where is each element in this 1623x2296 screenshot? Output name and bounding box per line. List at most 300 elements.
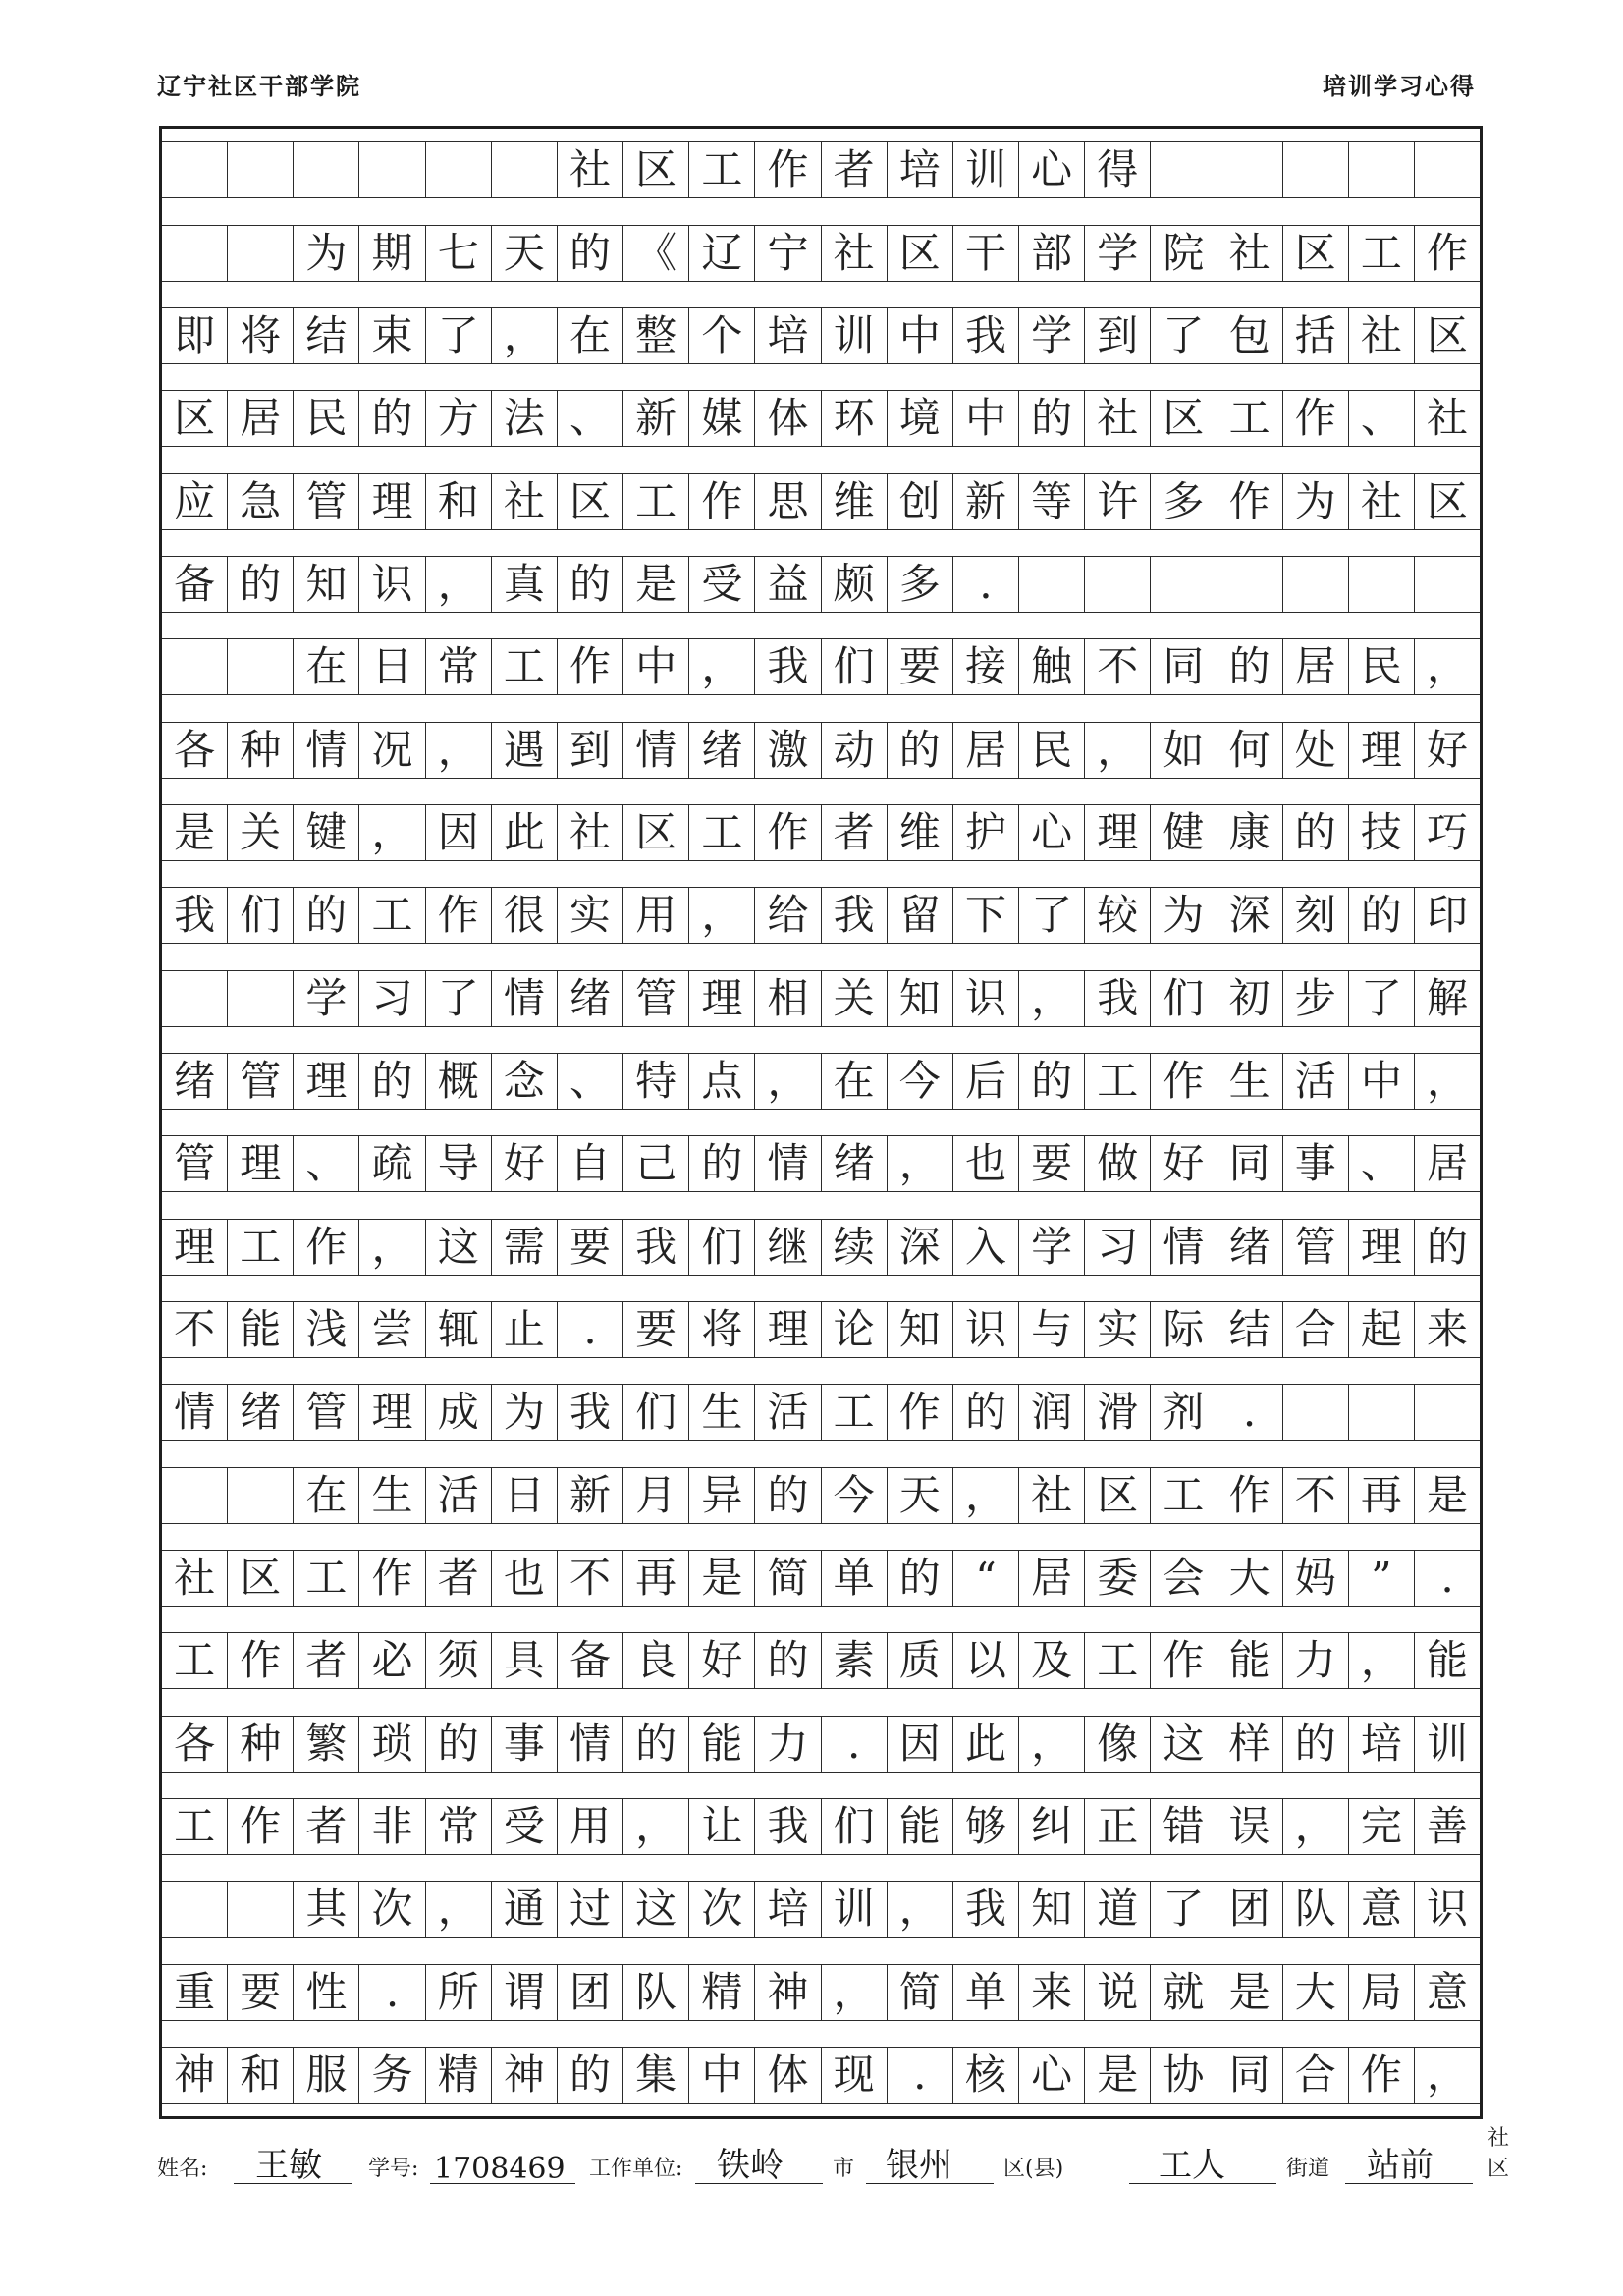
grid-cell: 次 [689,1881,755,1938]
grid-cell: 辄 [426,1301,492,1358]
grid-cell: 常 [426,1798,492,1855]
grid-cell: 们 [822,1798,888,1855]
grid-cell: 今 [888,1053,953,1110]
grid-cell [1151,556,1217,613]
grid-cell: 区 [888,225,953,282]
grid-cell: 到 [558,722,623,779]
grid-cell: 者 [822,804,888,861]
grid-cell: 好 [689,1632,755,1689]
grid-cell: 社 [1085,390,1151,447]
grid-cell: 识 [359,556,425,613]
grid-cell: 说 [1085,1964,1151,2021]
grid-cell: 备 [162,556,228,613]
grid-cell: 作 [888,1384,953,1441]
grid-cell: 颇 [822,556,888,613]
grid-cell: 们 [623,1384,689,1441]
institution-name: 辽宁社区干部学院 [157,72,361,100]
grid-cell: 能 [228,1301,294,1358]
grid-cell: 、 [558,1053,623,1110]
grid-cell: ， [1415,638,1480,695]
grid-cell [1283,1384,1349,1441]
grid-cell: 善 [1415,1798,1480,1855]
grid-cell: 论 [822,1301,888,1358]
id-label: 学号: [368,2157,419,2181]
grid-cell: 自 [558,1135,623,1192]
grid-cell: 导 [426,1135,492,1192]
grid-cell: 较 [1085,887,1151,944]
grid-cell: 的 [1019,390,1085,447]
grid-cell: 工 [1217,390,1283,447]
student-info-footer [157,2126,1510,2196]
grid-cell [162,1881,228,1938]
grid-cell [1217,141,1283,198]
grid-cell: ， [1349,1632,1415,1689]
grid-cell: 绪 [1217,1219,1283,1276]
grid-cell: ， [1415,2047,1480,2104]
grid-cell: 了 [1151,307,1217,364]
grid-cell: 初 [1217,970,1283,1027]
grid-cell: 作 [1151,1632,1217,1689]
grid-cell: 这 [1151,1716,1217,1773]
grid-cell: 工 [1349,225,1415,282]
grid-cell: 好 [1151,1135,1217,1192]
grid-row [162,1053,1480,1110]
grid-cell: 知 [888,1301,953,1358]
grid-cell: 的 [558,556,623,613]
grid-cell: 浅 [294,1301,359,1358]
grid-cell: 情 [623,722,689,779]
grid-cell: 其 [294,1881,359,1938]
grid-cell: 是 [1415,1467,1480,1524]
grid-cell: 管 [294,473,359,530]
grid-cell: 包 [1217,307,1283,364]
grid-cell: 单 [953,1964,1019,2021]
grid-row [162,722,1480,779]
grid-cell: 简 [755,1550,821,1607]
grid-cell: 培 [755,307,821,364]
grid-cell [1217,556,1283,613]
grid-cell: 技 [1349,804,1415,861]
grid-cell: 要 [623,1301,689,1358]
grid-cell: 事 [1283,1135,1349,1192]
grid-cell: 工 [689,141,755,198]
grid-cell: 刻 [1283,887,1349,944]
grid-cell: 大 [1217,1550,1283,1607]
grid-cell: 、 [294,1135,359,1192]
grid-row [162,1219,1480,1276]
grid-cell: 活 [426,1467,492,1524]
grid-cell: 等 [1019,473,1085,530]
grid-cell [162,141,228,198]
grid-cell: 作 [689,473,755,530]
grid-cell: 生 [689,1384,755,1441]
grid-cell: 新 [558,1467,623,1524]
grid-cell: 意 [1349,1881,1415,1938]
grid-cell: 素 [822,1632,888,1689]
grid-cell [294,141,359,198]
grid-cell: 再 [1349,1467,1415,1524]
grid-cell: 理 [1349,1219,1415,1276]
grid-cell: 即 [162,307,228,364]
grid-cell: ， [1283,1798,1349,1855]
grid-cell: 心 [1019,141,1085,198]
grid-cell: 应 [162,473,228,530]
grid-cell: 工 [1085,1053,1151,1110]
grid-cell: 是 [623,556,689,613]
grid-cell: 就 [1151,1964,1217,2021]
grid-cell: 接 [953,638,1019,695]
grid-cell: ， [953,1467,1019,1524]
grid-cell: 社 [1349,473,1415,530]
grid-cell: 体 [755,2047,821,2104]
grid-cell: 深 [1217,887,1283,944]
grid-cell: 念 [492,1053,558,1110]
grid-cell: 的 [1217,638,1283,695]
grid-cell: 受 [492,1798,558,1855]
grid-cell: ， [1019,1716,1085,1773]
grid-cell: 重 [162,1964,228,2021]
grid-cell [162,225,228,282]
grid-cell: 中 [888,307,953,364]
grid-cell: 在 [294,638,359,695]
grid-cell: 绪 [162,1053,228,1110]
district-label: 区(县) [1003,2157,1064,2181]
grid-row [162,887,1480,944]
grid-cell: ” [1349,1550,1415,1607]
grid-row [162,1632,1480,1689]
grid-row [162,1716,1480,1773]
grid-cell: 不 [162,1301,228,1358]
grid-cell: 部 [1019,225,1085,282]
grid-row [162,1384,1480,1441]
grid-cell [492,141,558,198]
grid-cell: 我 [755,638,821,695]
grid-cell: 工 [359,887,425,944]
grid-cell [162,638,228,695]
grid-cell: 精 [426,2047,492,2104]
grid-cell: 单 [822,1550,888,1607]
unit-label: 工作单位: [589,2157,683,2181]
grid-cell [1085,556,1151,613]
grid-cell: 工 [492,638,558,695]
grid-cell: 很 [492,887,558,944]
grid-cell [228,638,294,695]
grid-cell: 区 [558,473,623,530]
grid-cell: 样 [1217,1716,1283,1773]
grid-cell: 后 [953,1053,1019,1110]
grid-cell: 用 [558,1798,623,1855]
grid-cell: 作 [1217,1467,1283,1524]
grid-cell: 是 [689,1550,755,1607]
grid-cell: . [1415,1550,1480,1607]
grid-cell: 区 [1085,1467,1151,1524]
grid-row [162,1301,1480,1358]
grid-cell: 社 [492,473,558,530]
grid-cell: 道 [1085,1881,1151,1938]
grid-cell: 协 [1151,2047,1217,2104]
grid-cell: 的 [953,1384,1019,1441]
grid-cell: 作 [1349,2047,1415,2104]
grid-cell: 的 [228,556,294,613]
grid-cell: 的 [755,1632,821,1689]
grid-cell: 务 [359,2047,425,2104]
grid-cell: . [359,1964,425,2021]
grid-cell: 核 [953,2047,1019,2104]
grid-cell: 神 [755,1964,821,2021]
grid-cell: 遇 [492,722,558,779]
grid-cell: 整 [623,307,689,364]
grid-cell: 多 [1151,473,1217,530]
grid-cell: 滑 [1085,1384,1151,1441]
grid-cell: 事 [492,1716,558,1773]
grid-cell: 巧 [1415,804,1480,861]
grid-cell: 、 [558,390,623,447]
grid-cell: 们 [689,1219,755,1276]
grid-cell: 将 [689,1301,755,1358]
grid-cell: 今 [822,1467,888,1524]
grid-cell: 过 [558,1881,623,1938]
grid-cell: 具 [492,1632,558,1689]
grid-cell: 解 [1415,970,1480,1027]
grid-cell: 各 [162,1716,228,1773]
grid-cell: 工 [689,804,755,861]
grid-cell: 与 [1019,1301,1085,1358]
grid-cell: 理 [228,1135,294,1192]
grid-cell: 够 [953,1798,1019,1855]
grid-cell: 点 [689,1053,755,1110]
grid-cell: 我 [558,1384,623,1441]
grid-cell: 能 [1217,1632,1283,1689]
grid-cell: 创 [888,473,953,530]
grid-cell: ， [755,1053,821,1110]
grid-cell: 社 [1217,225,1283,282]
grid-cell: 要 [888,638,953,695]
grid-cell: 像 [1085,1716,1151,1773]
grid-cell: 来 [1415,1301,1480,1358]
grid-cell: 同 [1151,638,1217,695]
grid-cell: 力 [755,1716,821,1773]
grid-cell: 情 [492,970,558,1027]
grid-cell: 不 [1283,1467,1349,1524]
grid-cell: 到 [1085,307,1151,364]
name-label: 姓名: [157,2157,208,2181]
grid-cell: 们 [1151,970,1217,1027]
grid-cell: 训 [1415,1716,1480,1773]
grid-cell: 的 [359,1053,425,1110]
grid-cell: 我 [953,1881,1019,1938]
grid-cell: 实 [1085,1301,1151,1358]
grid-cell: 此 [492,804,558,861]
grid-cell: . [558,1301,623,1358]
grid-cell: 需 [492,1219,558,1276]
grid-cell: 理 [1349,722,1415,779]
grid-cell: 者 [294,1632,359,1689]
grid-cell: 学 [1019,307,1085,364]
grid-cell: 局 [1349,1964,1415,2021]
grid-row [162,804,1480,861]
grid-cell [1151,141,1217,198]
grid-cell: 己 [623,1135,689,1192]
grid-cell: 工 [623,473,689,530]
grid-cell [1349,1384,1415,1441]
grid-cell: 了 [1019,887,1085,944]
grid-cell: 中 [623,638,689,695]
grid-row [162,1550,1480,1607]
grid-cell [359,141,425,198]
document-type: 培训学习心得 [1323,72,1476,100]
grid-cell: 印 [1415,887,1480,944]
grid-cell: 培 [888,141,953,198]
grid-cell: 学 [294,970,359,1027]
grid-cell: 辽 [689,225,755,282]
grid-cell: 居 [1019,1550,1085,1607]
district-value: 银州 [886,2146,952,2185]
grid-cell: 意 [1415,1964,1480,2021]
grid-cell: 们 [822,638,888,695]
grid-cell: 活 [1283,1053,1349,1110]
grid-cell: 队 [623,1964,689,2021]
grid-cell: 在 [294,1467,359,1524]
grid-cell: 《 [623,225,689,282]
grid-cell: 工 [1085,1632,1151,1689]
grid-cell: 用 [623,887,689,944]
grid-cell: 识 [1415,1881,1480,1938]
grid-cell: 们 [228,887,294,944]
grid-cell: 相 [755,970,821,1027]
grid-cell: 益 [755,556,821,613]
grid-cell: 的 [1283,1716,1349,1773]
grid-cell [228,225,294,282]
grid-cell: 我 [755,1798,821,1855]
id-value: 1708469 [434,2152,566,2186]
grid-cell: 绪 [558,970,623,1027]
grid-cell: 受 [689,556,755,613]
grid-cell: 因 [888,1716,953,1773]
grid-cell: 也 [492,1550,558,1607]
grid-cell: 种 [228,722,294,779]
grid-cell: 作 [1217,473,1283,530]
grid-cell [1415,141,1480,198]
grid-cell: 区 [1151,390,1217,447]
grid-cell: ， [426,722,492,779]
grid-cell: 错 [1151,1798,1217,1855]
grid-cell: 剂 [1151,1384,1217,1441]
grid-cell: 繁 [294,1716,359,1773]
grid-cell: 维 [822,473,888,530]
grid-cell: 情 [1151,1219,1217,1276]
grid-cell: 环 [822,390,888,447]
grid-cell: 情 [755,1135,821,1192]
grid-cell: 深 [888,1219,953,1276]
grid-cell: 续 [822,1219,888,1276]
grid-cell: 工 [162,1632,228,1689]
grid-cell: 的 [558,225,623,282]
grid-cell: 激 [755,722,821,779]
grid-cell: 居 [228,390,294,447]
grid-cell: ， [426,556,492,613]
grid-cell: 绪 [228,1384,294,1441]
grid-cell: 体 [755,390,821,447]
grid-cell: 触 [1019,638,1085,695]
grid-cell: 完 [1349,1798,1415,1855]
grid-cell: 方 [426,390,492,447]
grid-cell: 区 [623,141,689,198]
grid-cell: 会 [1151,1550,1217,1607]
grid-cell: 思 [755,473,821,530]
grid-cell: 、 [1349,1135,1415,1192]
grid-cell: 团 [1217,1881,1283,1938]
grid-cell: 力 [1283,1632,1349,1689]
grid-cell: 情 [162,1384,228,1441]
grid-cell: 所 [426,1964,492,2021]
grid-cell: 培 [1349,1716,1415,1773]
grid-cell: 期 [359,225,425,282]
grid-cell: 委 [1085,1550,1151,1607]
grid-cell: 情 [294,722,359,779]
grid-cell: 疏 [359,1135,425,1192]
grid-cell: 的 [689,1135,755,1192]
grid-cell: 社 [1019,1467,1085,1524]
grid-cell: 的 [359,390,425,447]
grid-cell: 正 [1085,1798,1151,1855]
grid-cell: 管 [294,1384,359,1441]
grid-cell: 月 [623,1467,689,1524]
grid-cell: ， [1415,1053,1480,1110]
grid-cell: 我 [1085,970,1151,1027]
grid-cell: 绪 [689,722,755,779]
grid-cell: 居 [1415,1135,1480,1192]
grid-cell: 留 [888,887,953,944]
grid-cell: ， [888,1135,953,1192]
grid-cell: ， [888,1881,953,1938]
grid-cell: 和 [426,473,492,530]
grid-cell: 为 [294,225,359,282]
grid-cell: 学 [1085,225,1151,282]
grid-cell: 了 [1349,970,1415,1027]
grid-cell: 和 [228,2047,294,2104]
grid-cell: 况 [359,722,425,779]
grid-cell: 何 [1217,722,1283,779]
grid-row [162,556,1480,613]
grid-cell: ， [1085,722,1151,779]
grid-row [162,473,1480,530]
grid-cell: 中 [689,2047,755,2104]
grid-cell: 良 [623,1632,689,1689]
grid-cell: 知 [888,970,953,1027]
grid-cell: 工 [162,1798,228,1855]
grid-cell: 工 [294,1550,359,1607]
grid-cell: 现 [822,2047,888,2104]
grid-cell: 特 [623,1053,689,1110]
grid-cell: ， [359,1219,425,1276]
grid-cell: 习 [359,970,425,1027]
grid-cell: 训 [822,307,888,364]
grid-cell: 步 [1283,970,1349,1027]
grid-cell: 理 [162,1219,228,1276]
grid-cell: 社 [558,141,623,198]
grid-cell [1415,556,1480,613]
grid-cell: 天 [492,225,558,282]
grid-cell: 急 [228,473,294,530]
grid-cell: 多 [888,556,953,613]
grid-cell: 纠 [1019,1798,1085,1855]
grid-cell: 了 [426,970,492,1027]
grid-cell: 训 [953,141,1019,198]
grid-cell: 的 [1283,804,1349,861]
grid-cell: 区 [1283,225,1349,282]
grid-row [162,1467,1480,1524]
grid-cell [426,141,492,198]
